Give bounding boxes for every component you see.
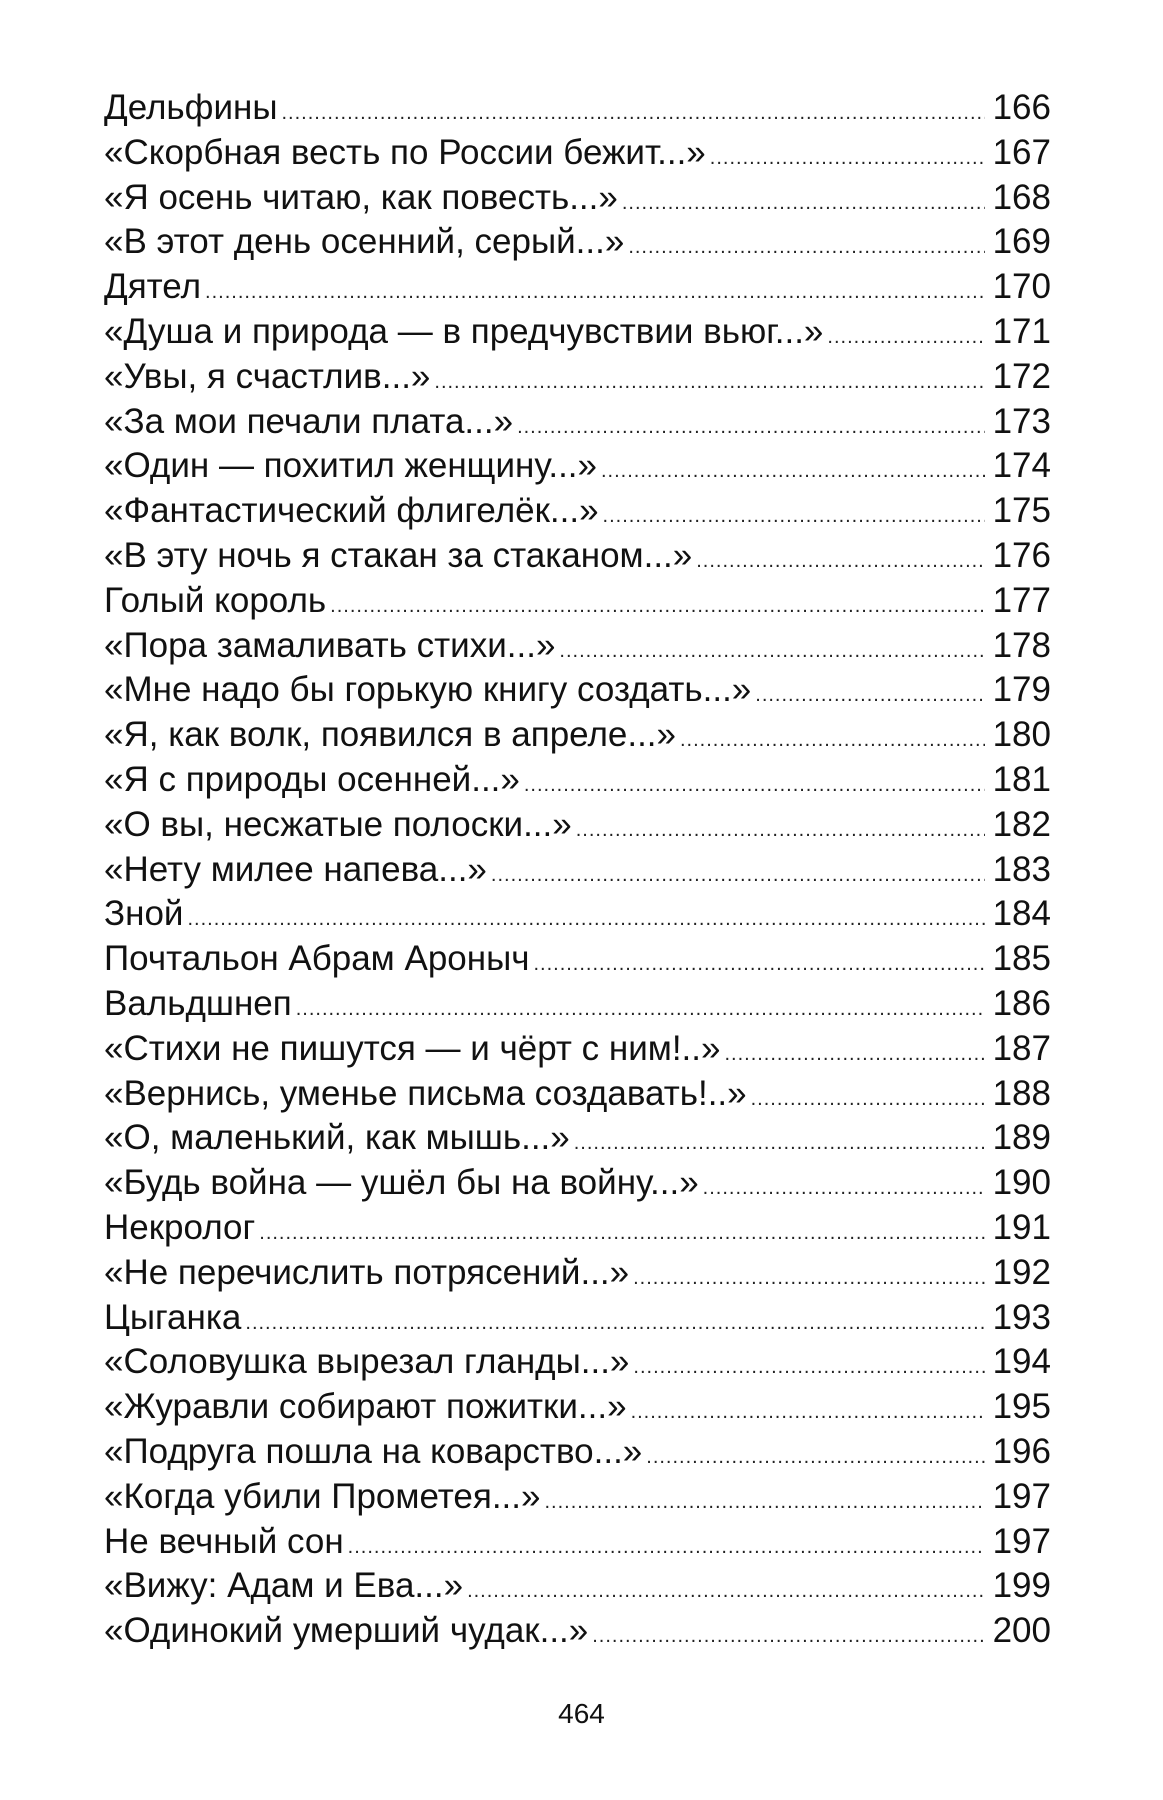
dot-leader	[491, 853, 985, 898]
dot-leader	[559, 629, 985, 674]
toc-entry	[104, 803, 1051, 848]
dot-leader	[188, 897, 986, 942]
toc-entry-title: «В этот день осенний, серый...»	[104, 222, 625, 262]
toc-entry-title: «Будь война — ушёл бы на войну...»	[104, 1163, 699, 1203]
toc-entry	[104, 355, 1051, 400]
toc-entry-page: 191	[992, 1207, 1051, 1247]
toc-entry	[104, 265, 1051, 310]
toc-entry-page: 175	[992, 491, 1051, 531]
toc-entry-title: «Фантастический флигелёк...»	[104, 491, 599, 531]
toc-entry	[104, 86, 1051, 131]
toc-entry	[104, 1296, 1051, 1341]
toc-entry-page: 186	[992, 983, 1051, 1023]
dot-leader	[628, 225, 985, 270]
toc-entry-title: Зной	[104, 894, 184, 934]
toc-entry-title: «Мне надо бы горькую книгу создать...»	[104, 670, 752, 710]
toc-entry-title: Не вечный сон	[104, 1521, 344, 1561]
toc-entry-title: «Вижу: Адам и Ева...»	[104, 1566, 464, 1606]
toc-entry-page: 200	[992, 1611, 1051, 1651]
toc-entry-page: 173	[992, 401, 1051, 441]
toc-entry	[104, 892, 1051, 937]
toc-entry-title: «Не перечислить потрясений...»	[104, 1252, 630, 1292]
toc-entry-title: «Когда убили Прометея...»	[104, 1476, 541, 1516]
dot-leader	[517, 405, 985, 450]
toc-entry-title: Дятел	[104, 267, 202, 307]
dot-leader	[259, 1211, 985, 1256]
toc-entry-title: «Журавли собирают пожитки...»	[104, 1387, 627, 1427]
toc-entry	[104, 131, 1051, 176]
toc-entry	[104, 176, 1051, 221]
dot-leader	[680, 718, 985, 763]
dot-leader	[576, 808, 985, 853]
toc-entry	[104, 1609, 1051, 1654]
toc-entry-page: 178	[992, 625, 1051, 665]
toc-entry	[104, 848, 1051, 893]
toc-entry-page: 190	[992, 1163, 1051, 1203]
page-number: 464	[558, 1698, 605, 1729]
toc-entry-page: 170	[992, 267, 1051, 307]
dot-leader	[710, 136, 985, 181]
toc-entry-title: «Я осень читаю, как повесть...»	[104, 177, 618, 217]
dot-leader	[296, 987, 985, 1032]
dot-leader	[282, 91, 986, 136]
dot-leader	[330, 584, 985, 629]
toc-entry-page: 176	[992, 535, 1051, 575]
toc-entry-page: 194	[992, 1342, 1051, 1382]
toc-entry-title: Голый король	[104, 580, 327, 620]
toc-entry-title: «Одинокий умерший чудак...»	[104, 1611, 589, 1651]
toc-entry-title: «Стихи не пишутся — и чёрт с ним!..»	[104, 1028, 721, 1068]
toc-entry	[104, 1340, 1051, 1385]
toc-entry-title: «Я с природы осенней...»	[104, 759, 520, 799]
toc-entry	[104, 668, 1051, 713]
toc-entry	[104, 1520, 1051, 1565]
toc-entry-page: 172	[992, 356, 1051, 396]
toc-entry	[104, 400, 1051, 445]
dot-leader	[592, 1614, 985, 1659]
toc-entry	[104, 758, 1051, 803]
toc-entry-title: «Пора замаливать стихи...»	[104, 625, 556, 665]
toc-entry-page: 181	[992, 759, 1051, 799]
dot-leader	[696, 539, 985, 584]
toc-entry	[104, 579, 1051, 624]
dot-leader	[755, 673, 985, 718]
toc-entry-page: 195	[992, 1387, 1051, 1427]
toc-entry	[104, 1206, 1051, 1251]
toc-entry-page: 196	[992, 1431, 1051, 1471]
toc-entry	[104, 1251, 1051, 1296]
toc-entry-page: 179	[992, 670, 1051, 710]
toc-entry-page: 184	[992, 894, 1051, 934]
toc-entry-page: 168	[992, 177, 1051, 217]
dot-leader	[544, 1480, 985, 1525]
dot-leader	[574, 1121, 985, 1166]
toc-entry-page: 197	[992, 1476, 1051, 1516]
toc-entry	[104, 1475, 1051, 1520]
toc-entry-page: 189	[992, 1118, 1051, 1158]
toc-entry-page: 167	[992, 132, 1051, 172]
toc-entry	[104, 1116, 1051, 1161]
toc-entry	[104, 1430, 1051, 1475]
toc-entry-page: 187	[992, 1028, 1051, 1068]
dot-leader	[631, 1390, 985, 1435]
toc-entry-title: «О, маленький, как мышь...»	[104, 1118, 570, 1158]
toc-entry	[104, 982, 1051, 1027]
table-of-contents	[104, 86, 1051, 1654]
toc-entry-title: «За мои печали плата...»	[104, 401, 514, 441]
toc-entry-page: 199	[992, 1566, 1051, 1606]
toc-entry	[104, 489, 1051, 534]
toc-entry	[104, 1072, 1051, 1117]
toc-entry-title: «О вы, несжатые полоски...»	[104, 804, 572, 844]
dot-leader	[434, 360, 985, 405]
toc-entry	[104, 1161, 1051, 1206]
toc-entry-title: Вальдшнеп	[104, 983, 292, 1023]
toc-entry	[104, 937, 1051, 982]
toc-entry-page: 171	[992, 311, 1051, 351]
dot-leader	[205, 270, 985, 315]
toc-entry	[104, 1027, 1051, 1072]
dot-leader	[524, 763, 985, 808]
toc-entry	[104, 220, 1051, 265]
toc-entry-title: «Подруга пошла на коварство...»	[104, 1431, 643, 1471]
toc-entry-title: «Скорбная весть по России бежит...»	[104, 132, 706, 172]
dot-leader	[724, 1032, 985, 1077]
toc-entry-page: 183	[992, 849, 1051, 889]
toc-entry-title: Почтальон Абрам Ароныч	[104, 939, 530, 979]
dot-leader	[633, 1345, 985, 1390]
toc-entry-page: 177	[992, 580, 1051, 620]
dot-leader	[751, 1077, 985, 1122]
toc-entry-title: Дельфины	[104, 88, 278, 127]
toc-entry-page: 174	[992, 446, 1051, 486]
dot-leader	[603, 494, 985, 539]
toc-entry	[104, 444, 1051, 489]
toc-entry-page: 182	[992, 804, 1051, 844]
toc-entry-page: 188	[992, 1073, 1051, 1113]
toc-entry-title: «Нету милее напева...»	[104, 849, 487, 889]
dot-leader	[348, 1525, 985, 1570]
toc-entry	[104, 1564, 1051, 1609]
toc-entry-page: 192	[992, 1252, 1051, 1292]
toc-entry	[104, 1385, 1051, 1430]
toc-entry-title: Некролог	[104, 1207, 256, 1247]
dot-leader	[533, 942, 985, 987]
toc-entry-page: 197	[992, 1521, 1051, 1561]
toc-entry	[104, 713, 1051, 758]
toc-entry-title: «Я, как волк, появился в апреле...»	[104, 715, 676, 755]
dot-leader	[703, 1166, 985, 1211]
toc-entry-title: «Вернись, уменье письма создавать!..»	[104, 1073, 747, 1113]
toc-entry-title: «Соловушка вырезал гланды...»	[104, 1342, 630, 1382]
toc-entry-title: «В эту ночь я стакан за стаканом...»	[104, 535, 693, 575]
toc-entry-title: «Душа и природа — в предчувствии вьюг...»	[104, 311, 824, 351]
dot-leader	[646, 1435, 985, 1480]
toc-entry-page: 166	[992, 88, 1051, 127]
toc-entry	[104, 624, 1051, 669]
toc-entry-title: Цыганка	[104, 1297, 242, 1337]
toc-entry-page: 180	[992, 715, 1051, 755]
dot-leader	[245, 1301, 985, 1346]
toc-entry	[104, 310, 1051, 355]
toc-entry-title: «Один — похитил женщину...»	[104, 446, 597, 486]
dot-leader	[633, 1256, 985, 1301]
toc-entry	[104, 534, 1051, 579]
dot-leader	[467, 1569, 985, 1614]
dot-leader	[827, 315, 985, 360]
toc-entry-page: 193	[992, 1297, 1051, 1337]
dot-leader	[622, 181, 985, 226]
dot-leader	[601, 449, 985, 494]
toc-entry-page: 169	[992, 222, 1051, 262]
toc-entry-page: 185	[992, 939, 1051, 979]
toc-entry-title: «Увы, я счастлив...»	[104, 356, 431, 396]
